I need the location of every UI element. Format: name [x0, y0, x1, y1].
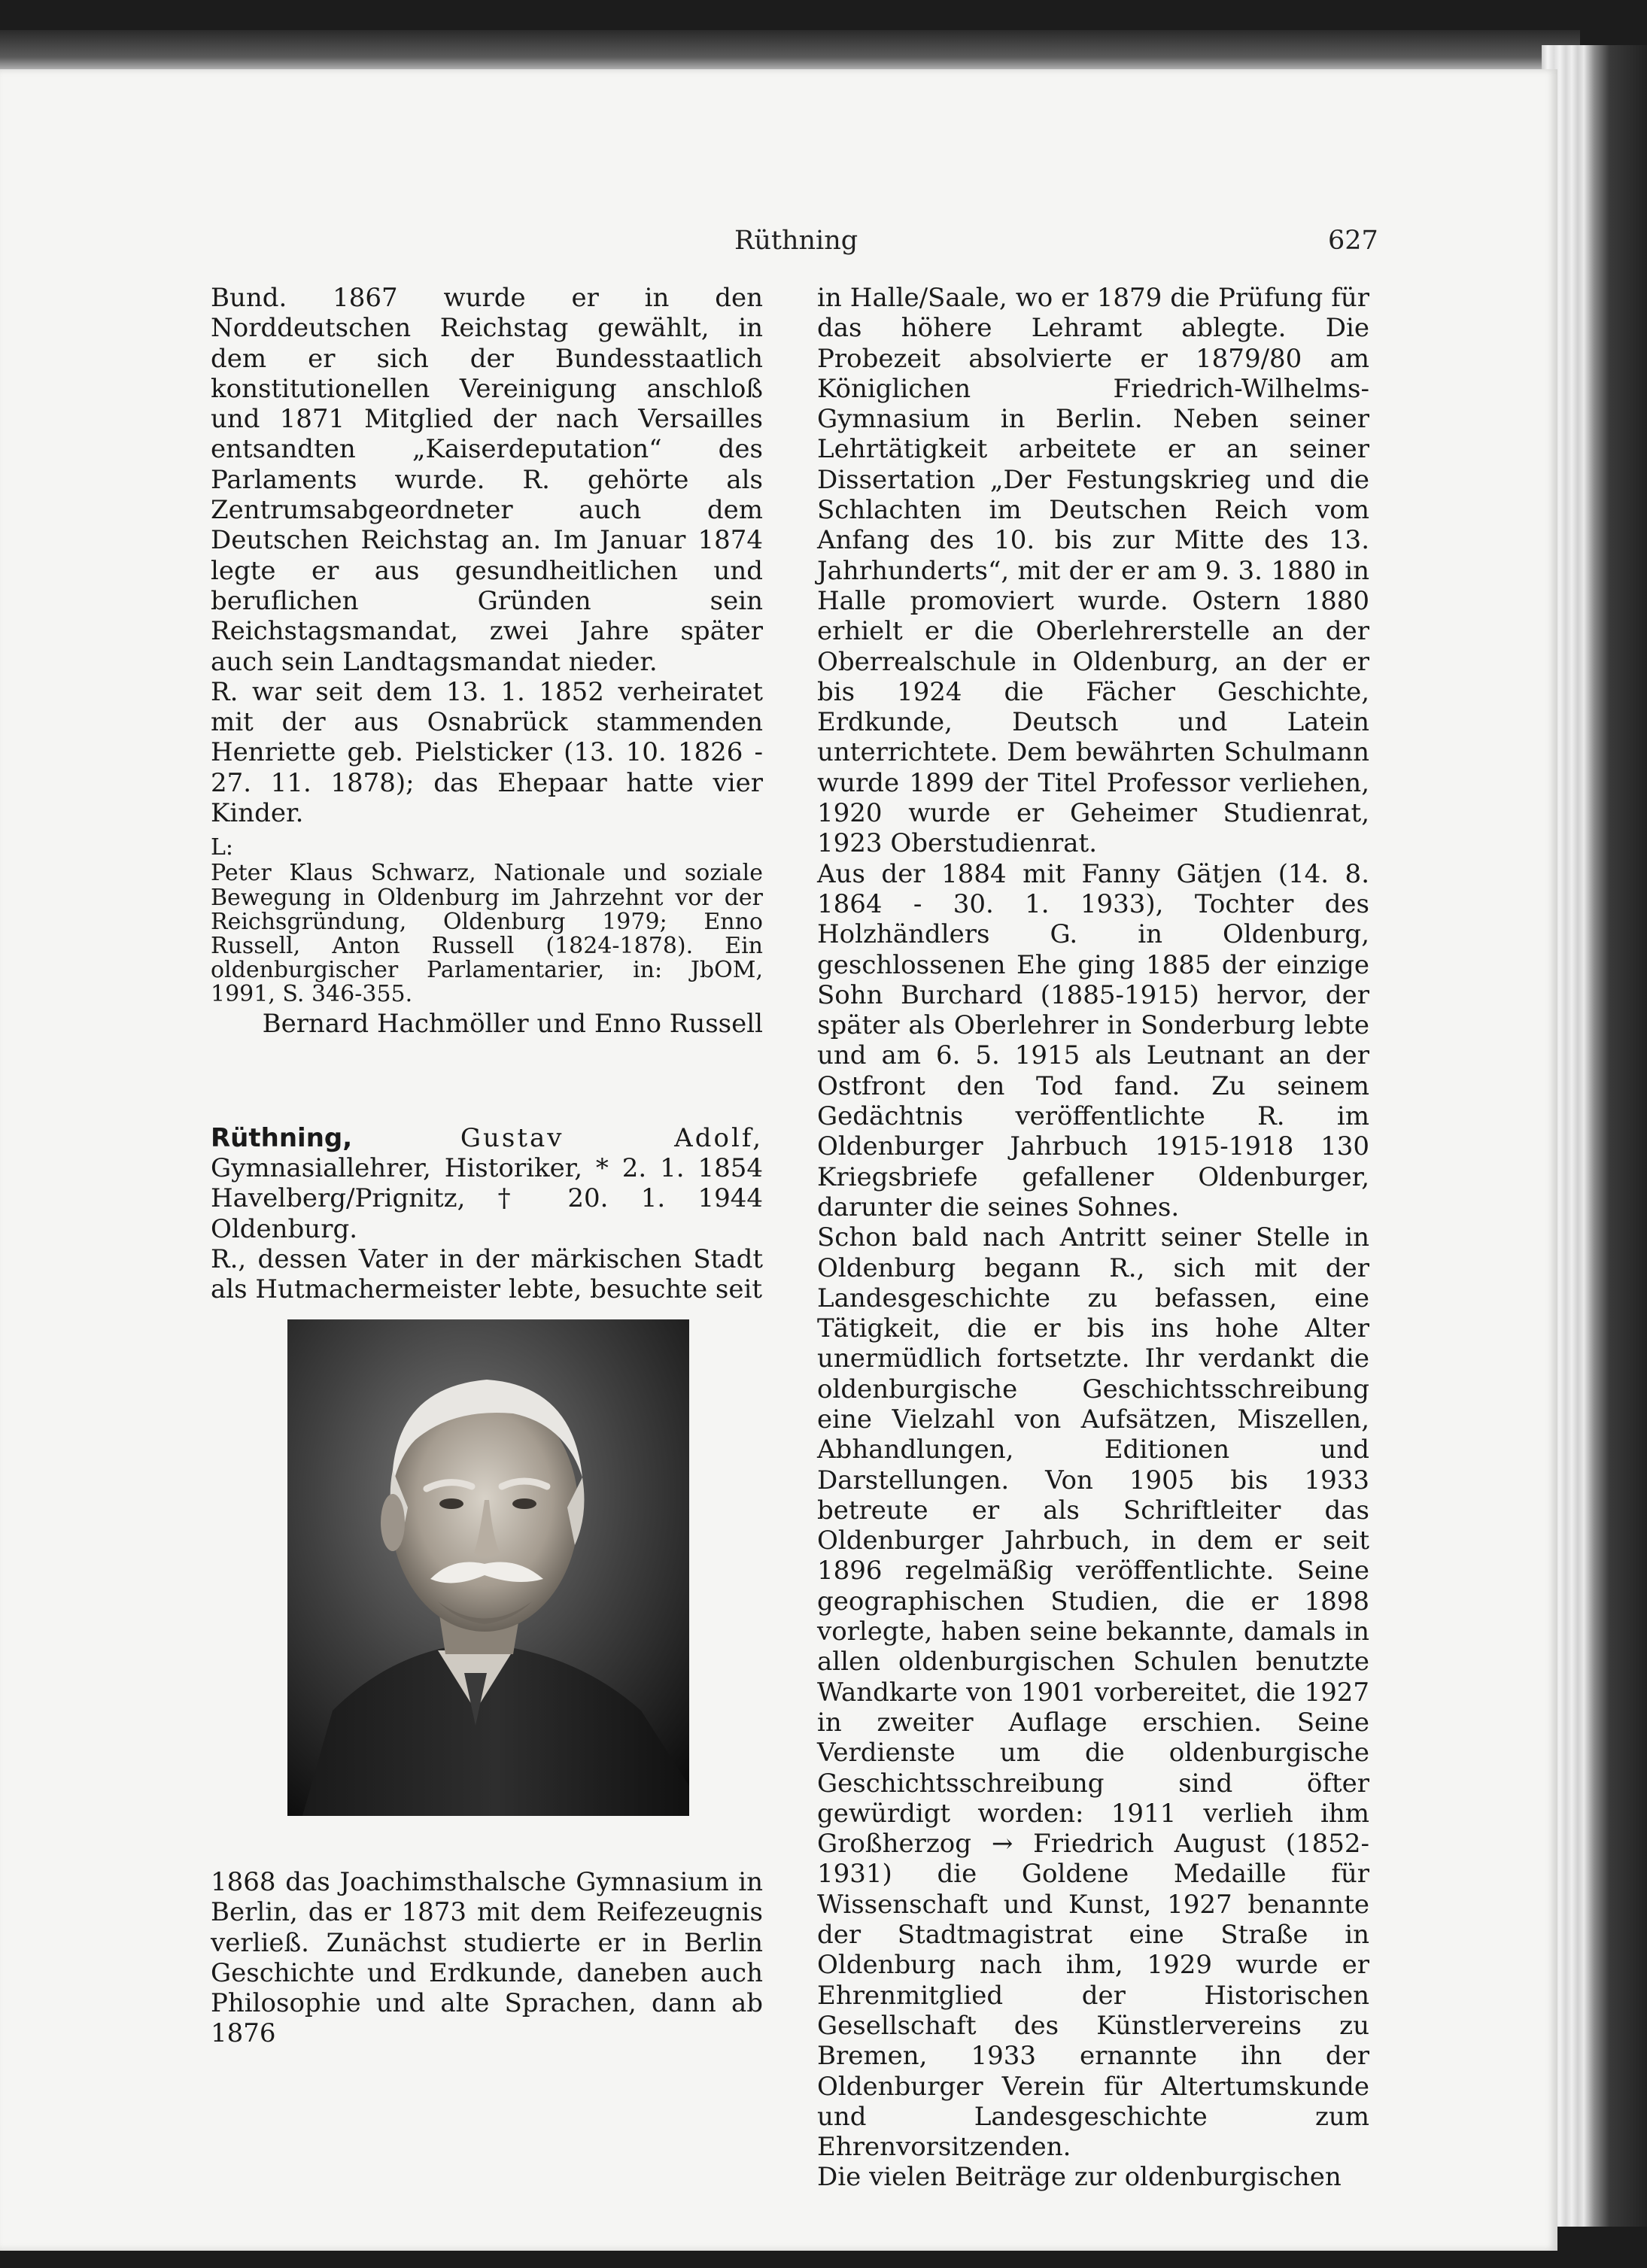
book-page-edges: [1542, 45, 1647, 2227]
literature-label: L:: [211, 834, 234, 861]
portrait-photo: [287, 1319, 689, 1816]
right-column: [817, 283, 1369, 2193]
literature-text: Peter Klaus Schwarz, Nationale und soziale Bewegung in Oldenburg im Jahrzehnt vor der Reichsgründung, Oldenburg 1979; Enno Russell, Anton Russell (1824-1878). Ein oldenburgischer Parlamentarier, in: JbOM, 1991, S. 346-355.: [211, 860, 763, 1008]
left-column: [211, 283, 763, 1305]
entry-name: Rüthning,: [211, 1122, 353, 1153]
portrait-illustration: [287, 1319, 689, 1816]
page-top-shadow: [0, 30, 1580, 75]
paragraph: 1868 das Joachimsthalsche Gymnasium in Berlin, das er 1873 mit dem Reifezeugnis verließ. Zunächst studierte er in Berlin Geschichte und Erdkunde, daneben auch Philosophie und alte Sprachen, dann ab 1876: [211, 1867, 763, 2049]
entry-details: Gymnasiallehrer, Historiker, * 2. 1. 1854 Havelberg/Prignitz, † 20. 1. 1944 Oldenburg.: [211, 1153, 763, 1244]
paragraph: Schon bald nach Antritt seiner Stelle in Oldenburg begann R., sich mit der Landesgeschichte zu befassen, eine Tätigkeit, die er bis ins hohe Alter unermüdlich fortsetzte. Ihr verdankt die oldenburgische Geschichtsschreibung eine Vielzahl von Aufsätzen, Miszellen, Abhandlungen, Editionen und Darstellungen. Von 1905 bis 1933 betreute er als Schriftleiter das Oldenburger Jahrbuch, in dem er seit 1896 regelmäßig veröffentlichte. Seine geographischen Studien, die er 1898 vorlegte, haben seine bekannte, damals in allen oldenburgischen Schulen benutzte Wandkarte von 1901 vorbereitet, die 1927 in zweiter Auflage erschien. Seine Verdienste um die oldenburgische Geschichtsschreibung sind öfter gewürdigt worden: 1911 verlieh ihm Großherzog → Friedrich August (1852-1931) die Goldene Medaille für Wissenschaft und Kunst, 1927 benannte der Stadtmagistrat eine Straße in Oldenburg nach ihm, 1929 wurde er Ehrenmitglied der Historischen Gesellschaft des Künstlervereins zu Bremen, 1933 ernannte ihn der Oldenburger Verein für Altertumskunde und Landesgeschichte zum Ehrenvorsitzenden.: [817, 1222, 1369, 2163]
entry-heading: [211, 1123, 763, 1244]
running-head: Rüthning: [734, 226, 858, 256]
paragraph: R., dessen Vater in der märkischen Stadt als Hutmachermeister lebte, besuchte seit: [211, 1244, 763, 1305]
paragraph: R. war seit dem 13. 1. 1852 verheiratet mit der aus Osnabrück stammenden Henriette geb. Pielsticker (13. 10. 1826 - 27. 11. 1878); das Ehepaar hatte vier Kinder.: [211, 676, 763, 829]
entry-given-names: Gustav Adolf,: [460, 1122, 763, 1153]
paragraph: Bund. 1867 wurde er in den Norddeutschen Reichstag gewählt, in dem er sich der Bundesstaatlich konstitutionellen Vereinigung anschloß und 1871 Mitglied der nach Versailles entsandten „Kaiserdeputation“ des Parlaments wurde. R. gehörte als Zentrumsabgeordneter auch dem Deutschen Reichstag an. Im Januar 1874 legte er aus gesundheitlichen und beruflichen Gründen sein Reichstagsmandat, zwei Jahre später auch sein Landtagsmandat nieder.: [211, 283, 763, 677]
paragraph: Die vielen Beiträge zur oldenburgischen: [817, 2162, 1342, 2193]
paragraph: in Halle/Saale, wo er 1879 die Prüfung für das höhere Lehramt ablegte. Die Probezeit absolvierte er 1879/80 am Königlichen Friedrich-Wilhelms-Gymnasium in Berlin. Neben seiner Lehrtätigkeit arbeitete er an seiner Dissertation „Der Festungskrieg und die Schlachten im Deutschen Reich vom Anfang des 10. bis zur Mitte des 13. Jahrhunderts“, mit der er am 9. 3. 1880 in Halle promoviert wurde. Ostern 1880 erhielt er die Oberlehrerstelle an der Oberrealschule in Oldenburg, an der er bis 1924 die Fächer Geschichte, Erdkunde, Deutsch und Latein unterrichtete. Dem bewährten Schulmann wurde 1899 der Titel Professor verliehen, 1920 wurde er Geheimer Studienrat, 1923 Oberstudienrat.: [817, 283, 1369, 859]
paragraph: Aus der 1884 mit Fanny Gätjen (14. 8. 1864 - 30. 1. 1933), Tochter des Holzhändlers G. in Oldenburg, geschlossenen Ehe ging 1885 der einzige Sohn Burchard (1885-1915) hervor, der später als Oberlehrer in Sonderburg lebte und am 6. 5. 1915 als Leutnant an der Ostfront den Tod fand. Zu seinem Gedächtnis veröffentlichte R. im Oldenburger Jahrbuch 1915-1918 130 Kriegsbriefe gefallener Oldenburger, darunter die seines Sohnes.: [817, 858, 1369, 1222]
left-column-continued: [211, 1867, 763, 2049]
page-number: 627: [1328, 226, 1378, 256]
article-authors: Bernard Hachmöller und Enno Russell: [262, 1008, 763, 1039]
